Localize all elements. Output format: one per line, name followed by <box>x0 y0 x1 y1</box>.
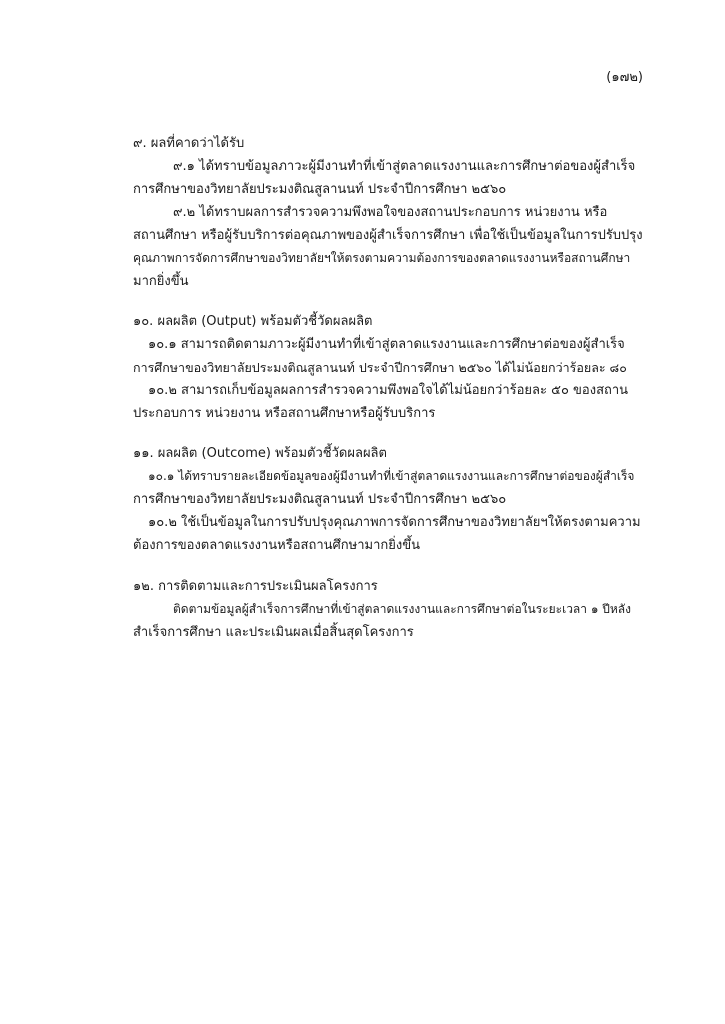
section-12-heading: ๑๒. การติดตามและการประเมินผลโครงการ <box>133 579 378 594</box>
section-11-item-1-line-2: การศึกษาของวิทยาลัยประมงติณสูลานนท์ ประจำปีการศึกษา ๒๕๖๐ <box>133 492 507 507</box>
section-11 <box>133 442 643 557</box>
section-10-item-1-line-1: ๑๐.๑ สามารถติดตามภาวะผู้มีงานทำที่เข้าสู่ตลาดแรงงานและการศึกษาต่อของผู้สำเร็จ <box>148 337 625 352</box>
section-9-item-1-line-2: การศึกษาของวิทยาลัยประมงติณสูลานนท์ ประจำปีการศึกษา ๒๕๖๐ <box>133 182 507 197</box>
section-12-line-2: สำเร็จการศึกษา และประเมินผลเมื่อสิ้นสุดโครงการ <box>133 625 414 640</box>
section-9-item-2-line-4: มากยิ่งขึ้น <box>133 274 189 289</box>
page-number: (๑๗๒) <box>606 70 643 85</box>
section-9-item-2-line-2: สถานศึกษา หรือผู้รับบริการต่อคุณภาพของผู้สำเร็จการศึกษา เพื่อใช้เป็นข้อมูลในการปรับปรุง <box>133 228 643 243</box>
section-12-line-1: ติดตามข้อมูลผู้สำเร็จการศึกษาที่เข้าสู่ตลาดแรงงานและการศึกษาต่อในระยะเวลา ๑ ปีหลัง <box>173 602 632 616</box>
section-11-item-2-line-2: ต้องการของตลาดแรงงานหรือสถานศึกษามากยิ่งขึ้น <box>133 538 421 553</box>
section-9 <box>133 132 643 293</box>
section-10 <box>133 310 643 425</box>
section-11-heading: ๑๑. ผลผลิต (Outcome) พร้อมตัวชี้วัดผลผลิต <box>133 446 387 461</box>
section-10-heading: ๑๐. ผลผลิต (Output) พร้อมตัวชี้วัดผลผลิต <box>133 314 373 329</box>
section-9-item-2-line-1: ๙.๒ ได้ทราบผลการสำรวจความพึงพอใจของสถานประกอบการ หน่วยงาน หรือ <box>173 205 608 220</box>
section-10-item-1-line-2: การศึกษาของวิทยาลัยประมงติณสูลานนท์ ประจำปีการศึกษา ๒๕๖๐ ได้ไม่น้อยกว่าร้อยละ ๘๐ <box>133 360 627 375</box>
section-11-item-2-line-1: ๑๐.๒ ใช้เป็นข้อมูลในการปรับปรุงคุณภาพการจัดการศึกษาของวิทยาลัยฯให้ตรงตามความ <box>148 515 641 530</box>
section-12 <box>133 575 643 644</box>
section-11-item-1-line-1: ๑๐.๑ ได้ทราบรายละเอียดข้อมูลของผู้มีงานทำที่เข้าสู่ตลาดแรงงานและการศึกษาต่อของผู้สำเร็จ <box>148 469 635 483</box>
section-9-item-2-line-3: คุณภาพการจัดการศึกษาของวิทยาลัยฯให้ตรงตามความต้องการของตลาดแรงงานหรือสถานศึกษา <box>133 251 631 265</box>
section-9-item-1-line-1: ๙.๑ ได้ทราบข้อมูลภาวะผู้มีงานทำที่เข้าสู่ตลาดแรงงานและการศึกษาต่อของผู้สำเร็จ <box>173 159 636 174</box>
section-10-item-2-line-2: ประกอบการ หน่วยงาน หรือสถานศึกษาหรือผู้รับบริการ <box>133 406 436 421</box>
section-9-heading: ๙. ผลที่คาดว่าได้รับ <box>133 136 245 151</box>
section-10-item-2-line-1: ๑๐.๒ สามารถเก็บข้อมูลผลการสำรวจความพึงพอใจได้ไม่น้อยกว่าร้อยละ ๕๐ ของสถาน <box>148 383 629 398</box>
